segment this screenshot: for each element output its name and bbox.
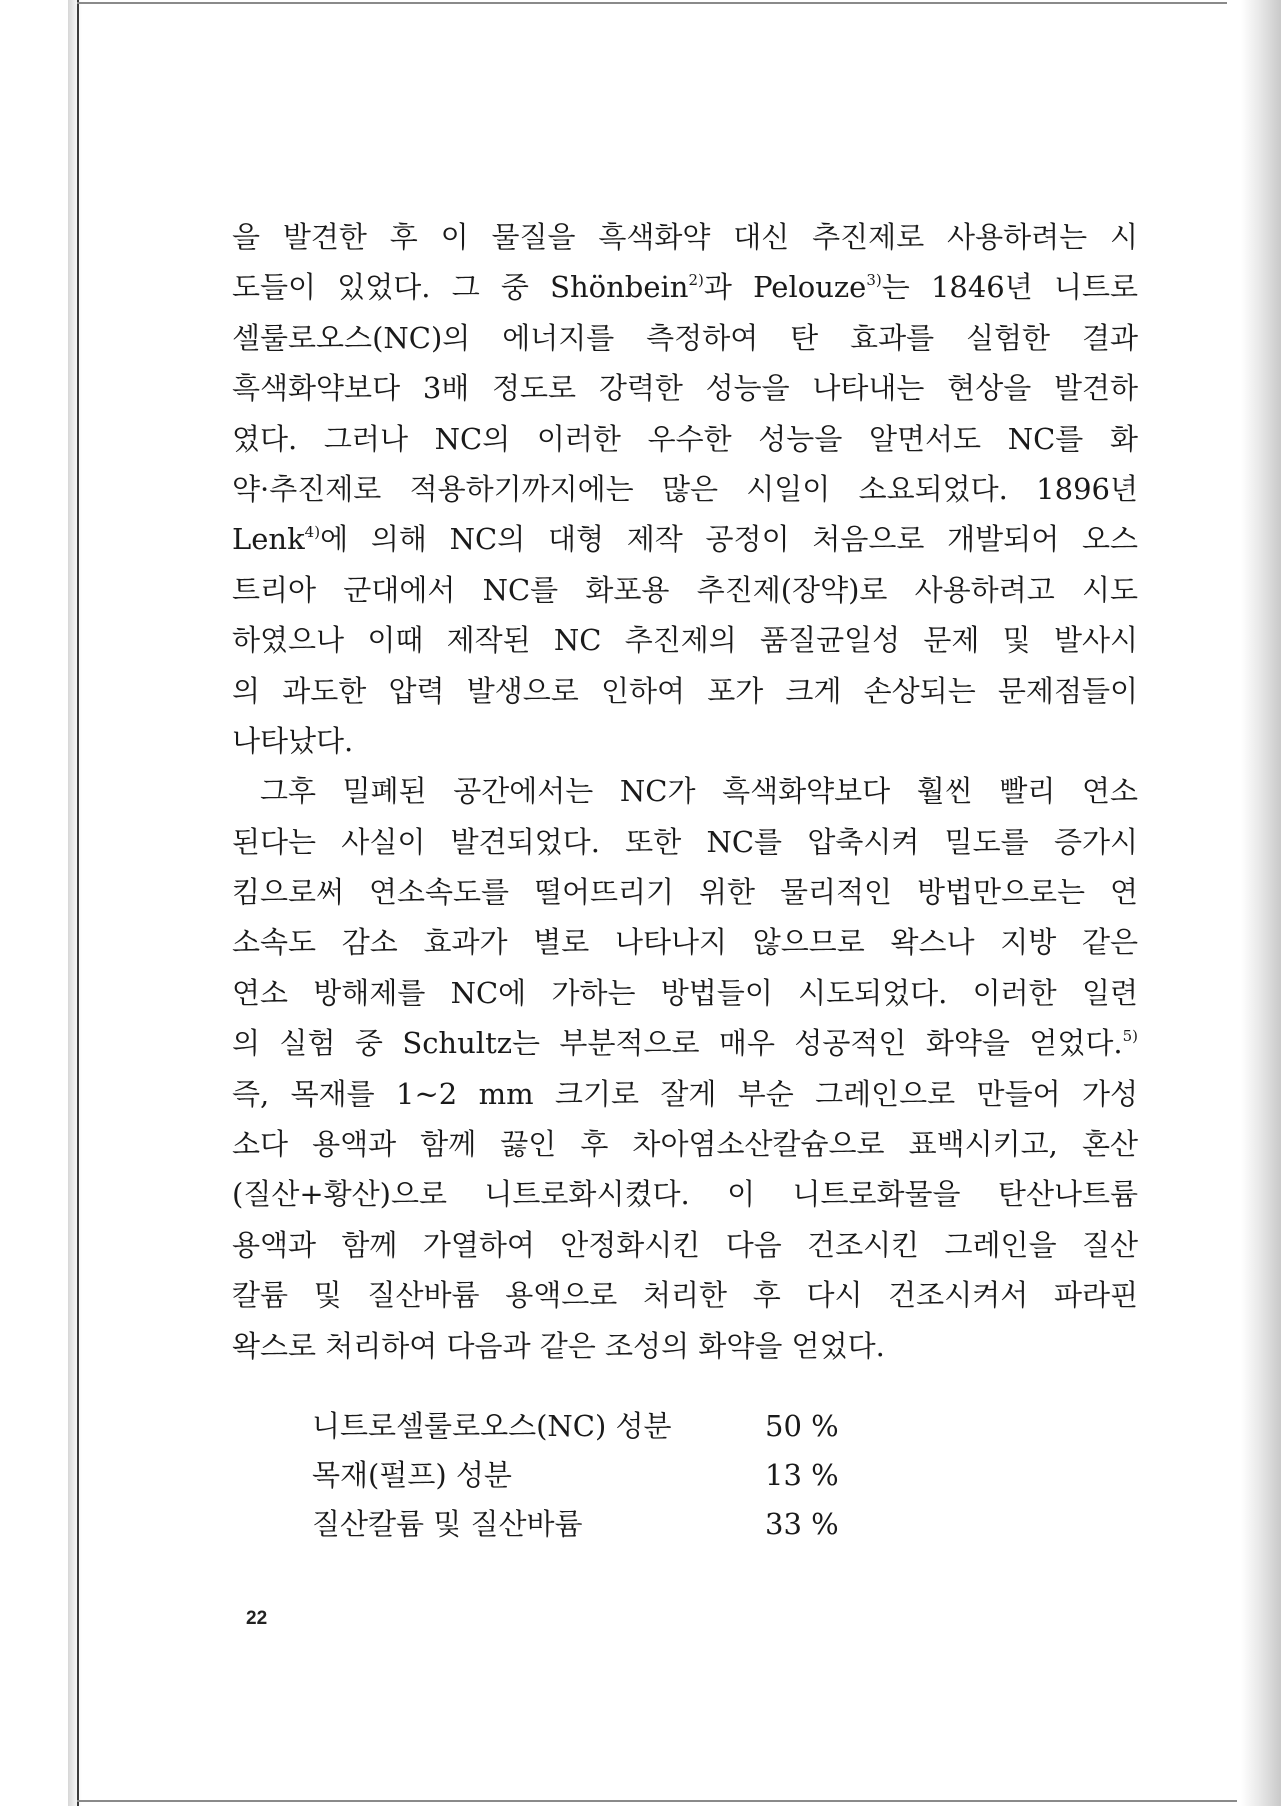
text-line: 나타났다.	[232, 723, 354, 758]
text-line: 소다 용액과 함께 끓인 후 차아염소산칼슘으로 표백시키고, 혼산	[232, 1127, 1138, 1162]
component-name: 니트로셀룰로오스(NC) 성분	[312, 1409, 672, 1443]
composition-list	[312, 1402, 872, 1549]
text-line: 약·추진제로 적용하기까지에는 많은 시일이 소요되었다. 1896년	[232, 471, 1138, 506]
text-line: 왁스로 처리하여 다음과 같은 조성의 화약을 얻었다.	[232, 1328, 885, 1363]
text-line	[232, 1018, 1138, 1068]
body-text	[232, 212, 1138, 1371]
component-name: 목재(펄프) 성분	[312, 1458, 512, 1492]
footnote-ref: 5)	[1122, 1027, 1138, 1046]
text-line: 소속도 감소 효과가 별로 나타나지 않으므로 왁스나 지방 같은	[232, 925, 1138, 960]
component-percent: 33 %	[765, 1507, 839, 1541]
text-line: 용액과 함께 가열하여 안정화시킨 다음 건조시킨 그레인을 질산	[232, 1227, 1138, 1262]
text-line: 의 과도한 압력 발생으로 인하여 포가 크게 손상되는 문제점들이	[232, 673, 1138, 708]
text-line: 그후 밀폐된 공간에서는 NC가 흑색화약보다 훨씬 빨리 연소	[260, 774, 1138, 809]
text-fragment: Lenk	[232, 522, 305, 557]
text-line: 즉, 목재를 1~2 mm 크기로 잘게 부순 그레인으로 만들어 가성	[232, 1076, 1138, 1111]
paragraph-1	[232, 212, 1138, 766]
text-line: 트리아 군대에서 NC를 화포용 추진제(장약)로 사용하려고 시도	[232, 572, 1138, 607]
text-line: 연소 방해제를 NC에 가하는 방법들이 시도되었다. 이러한 일련	[232, 975, 1138, 1010]
text-fragment: 과 Pelouze	[703, 270, 867, 305]
text-line	[232, 262, 1138, 312]
composition-row	[312, 1402, 872, 1451]
page-bottom-edge	[77, 1800, 1237, 1802]
paragraph-2	[232, 766, 1138, 1371]
page-right-edge	[1241, 0, 1281, 1806]
composition-row	[312, 1451, 872, 1500]
footnote-ref: 3)	[866, 271, 882, 290]
footnote-ref: 4)	[304, 523, 321, 542]
page-number: 22	[246, 1608, 268, 1629]
text-line: 킴으로써 연소속도를 떨어뜨리기 위한 물리적인 방법만으로는 연	[232, 875, 1138, 910]
text-line: 흑색화약보다 3배 정도로 강력한 성능을 나타내는 현상을 발견하	[232, 371, 1138, 406]
text-line: 셀룰로오스(NC)의 에너지를 측정하여 탄 효과를 실험한 결과	[232, 320, 1138, 355]
component-percent: 13 %	[765, 1458, 839, 1492]
text-fragment: 도들이 있었다. 그 중 Shönbein	[232, 270, 689, 305]
text-line: 된다는 사실이 발견되었다. 또한 NC를 압축시켜 밀도를 증가시	[232, 824, 1138, 859]
text-line: 하였으나 이때 제작된 NC 추진제의 품질균일성 문제 및 발사시	[232, 623, 1138, 658]
text-line: 을 발견한 후 이 물질을 흑색화약 대신 추진제로 사용하려는 시	[232, 220, 1138, 254]
component-name: 질산칼륨 및 질산바륨	[312, 1507, 583, 1541]
page-left-edge	[77, 0, 79, 1806]
composition-row	[312, 1500, 872, 1549]
page-top-edge	[77, 2, 1227, 4]
page-gutter-shadow	[68, 0, 82, 1806]
text-fragment: 는 1846년 니트로	[881, 270, 1138, 305]
footnote-ref: 2)	[688, 271, 704, 290]
text-line: 였다. 그러나 NC의 이러한 우수한 성능을 알면서도 NC를 화	[232, 421, 1138, 456]
text-line: (질산+황산)으로 니트로화시켰다. 이 니트로화물을 탄산나트륨	[232, 1177, 1138, 1212]
component-percent: 50 %	[765, 1409, 839, 1443]
text-line	[232, 514, 1138, 564]
text-line: 칼륨 및 질산바륨 용액으로 처리한 후 다시 건조시켜서 파라핀	[232, 1278, 1138, 1313]
text-fragment: 의 실험 중 Schultz는 부분적으로 매우 성공적인 화약을 얻었다.	[232, 1026, 1123, 1061]
text-fragment: 에 의해 NC의 대형 제작 공정이 처음으로 개발되어 오스	[320, 522, 1138, 557]
